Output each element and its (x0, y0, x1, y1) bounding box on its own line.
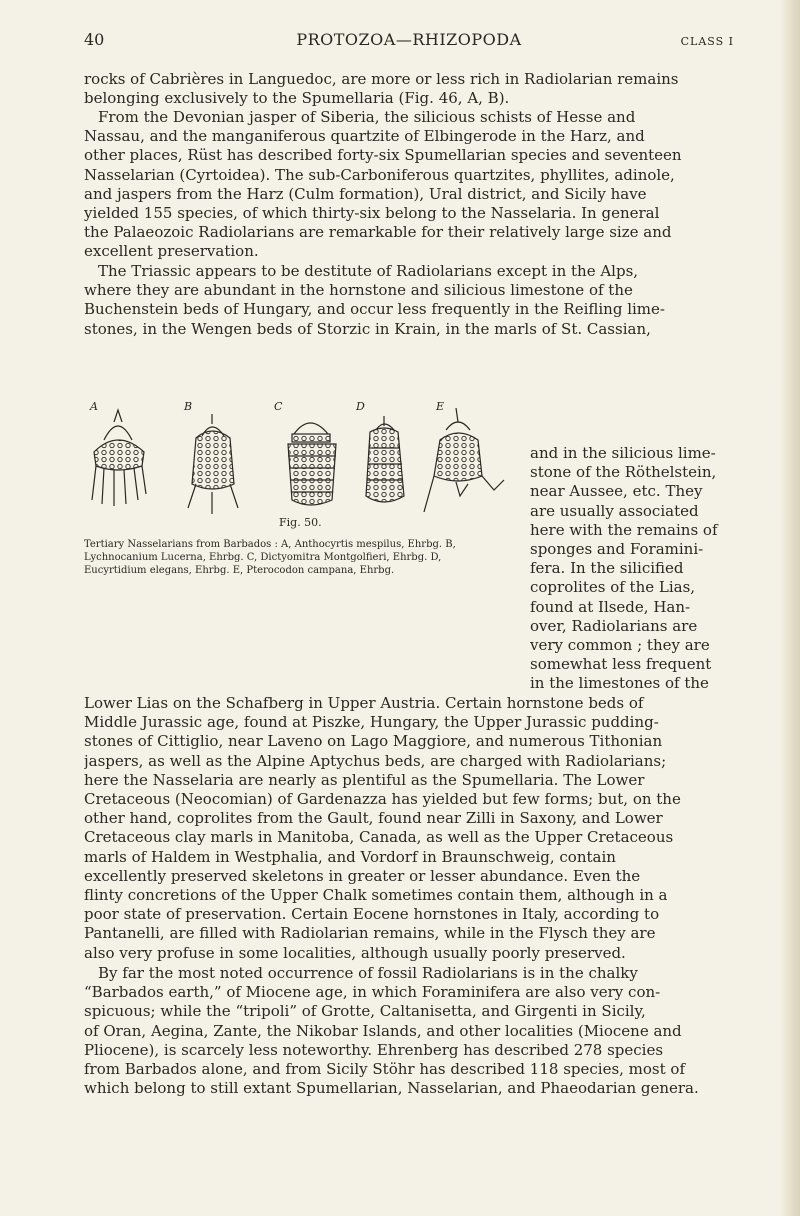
figure-label-a: A (90, 400, 98, 413)
radiolarian-illustrations (84, 400, 524, 520)
text-line: Middle Jurassic age, found at Piszke, Hungary, the Upper Jurassic pudding- (84, 713, 659, 732)
class-mark: CLASS I (680, 35, 734, 48)
paragraph-barbados (84, 964, 734, 1098)
text-line: Cretaceous (Neocomian) of Gardenazza has yielded but few forms; but, on the (84, 790, 681, 809)
page-header (84, 30, 734, 54)
text-line: excellent preservation. (84, 242, 259, 261)
caption-line: Lychnocanium Lucerna, Ehrbg. C, Dictyomitra Montgolfieri, Ehrbg. D, (84, 552, 442, 563)
text-line: spicuous; while the “tripoli” of Grotte, Caltanisetta, and Girgenti in Sicily, (84, 1002, 646, 1021)
specimen-b-lychnocanium (188, 414, 238, 514)
text-line: in the limestones of the (530, 674, 709, 693)
text-line: Nassau, and the manganiferous quartzite of Elbingerode in the Harz, and (84, 127, 645, 146)
figure-label-d: D (356, 400, 365, 413)
paragraph-cabrieres (84, 70, 734, 108)
text-line: jaspers, as well as the Alpine Aptychus beds, are charged with Radiolarians; (84, 751, 667, 770)
text-line: other hand, coprolites from the Gault, found near Zilli in Saxony, and Lower (84, 809, 663, 828)
text-line: from Barbados alone, and from Sicily Stöhr has described 118 species, most of (84, 1060, 686, 1079)
text-line: also very profuse in some localities, although usually poorly preserved. (84, 943, 626, 962)
text-line: stones, in the Wengen beds of Storzic in Krain, in the marls of St. Cassian, (84, 319, 651, 338)
figure-number: Fig. 50. (279, 516, 322, 529)
text-line: By far the most noted occurrence of fossil Radiolarians is in the chalky (98, 964, 638, 982)
figure-label-e: E (436, 400, 445, 413)
specimen-c-dictyomitra (288, 423, 336, 505)
figure-50 (84, 400, 524, 534)
text-line: fera. In the silicified (530, 559, 684, 578)
text-line: Nasselarian (Cyrtoidea). The sub-Carboniferous quartzites, phyllites, adinole, (84, 165, 675, 184)
text-line: which belong to still extant Spumellarian, Nasselarian, and Phaeodarian genera. (84, 1079, 699, 1098)
text-line: stone of the Röthelstein, (530, 463, 717, 482)
text-line: found at Ilsede, Han- (530, 597, 691, 616)
text-line: marls of Haldem in Westphalia, and Vordorf in Braunschweig, contain (84, 847, 616, 866)
text-line: here the Nasselaria are nearly as plentiful as the Spumellaria. The Lower (84, 770, 645, 789)
text-line: Pliocene), is scarcely less noteworthy. Ehrenberg has described 278 species (84, 1040, 664, 1059)
text-line: flinty concretions of the Upper Chalk sometimes contain them, although in a (84, 886, 668, 905)
text-line: Pantanelli, are filled with Radiolarian remains, while in the Flysch they are (84, 924, 656, 943)
text-line: sponges and Foramini- (530, 540, 704, 559)
text-line: poor state of preservation. Certain Eocene hornstones in Italy, according to (84, 905, 660, 924)
figure-label-b: B (184, 400, 193, 413)
text-line: The Triassic appears to be destitute of Radiolarians except in the Alps, (98, 262, 639, 280)
text-line: rocks of Cabrières in Languedoc, are more or less rich in Radiolarian remains (84, 70, 679, 88)
text-line: very common ; they are (530, 636, 710, 655)
caption-line: Eucyrtidium elegans, Ehrbg. E, Pterocodon campana, Ehrbg. (84, 565, 395, 576)
text-line: near Aussee, etc. They (530, 482, 703, 501)
text-line: Cretaceous clay marls in Manitoba, Canada, as well as the Upper Cretaceous (84, 828, 674, 847)
text-line: here with the remains of (530, 520, 718, 539)
paragraph-triassic (84, 262, 734, 339)
running-title: PROTOZOA—RHIZOPODA (296, 30, 522, 49)
caption-line: Tertiary Nasselarians from Barbados : A, Anthocyrtis mespilus, Ehrbg. B, (84, 539, 456, 550)
text-line: Lower Lias on the Schafberg in Upper Austria. Certain hornstone beds of (84, 694, 644, 712)
figure-label-c: C (274, 400, 283, 413)
page-number: 40 (84, 30, 105, 49)
text-line: of Oran, Aegina, Zante, the Nikobar Islands, and other localities (Miocene and (84, 1021, 682, 1040)
paragraph-jurassic-cretaceous (84, 694, 734, 963)
text-line: stones of Cittiglio, near Laveno on Lago Maggiore, and numerous Tithonian (84, 732, 663, 751)
figure-caption (84, 538, 524, 577)
specimen-d-eucyrtidium (366, 416, 404, 502)
text-line: Buchenstein beds of Hungary, and occur less frequently in the Reifling lime- (84, 300, 665, 319)
text-line: “Barbados earth,” of Miocene age, in which Foraminifera are also very con- (84, 983, 661, 1002)
text-line: the Palaeozoic Radiolarians are remarkable for their relatively large size and (84, 223, 672, 242)
text-line: where they are abundant in the hornstone and silicious limestone of the (84, 281, 633, 300)
paragraph-devonian (84, 108, 734, 262)
text-line: excellently preserved skeletons in greater or lesser abundance. Even the (84, 866, 641, 885)
page-edge-shadow (780, 0, 800, 1216)
text-line: and jaspers from the Harz (Culm formation), Ural district, and Sicily have (84, 184, 647, 203)
text-line: somewhat less frequent (530, 655, 712, 674)
text-line: coprolites of the Lias, (530, 578, 696, 597)
specimen-a-anthocyrtis (92, 410, 146, 506)
text-line: yielded 155 species, of which thirty-six belong to the Nasselaria. In general (84, 204, 660, 223)
text-line: are usually associated (530, 501, 699, 520)
specimen-e-pterocodon (424, 408, 504, 512)
text-line: and in the silicious lime- (530, 444, 716, 462)
text-line: other places, Rüst has described forty-six Spumellarian species and seventeen (84, 146, 682, 165)
side-column-text (530, 444, 734, 694)
text-line: From the Devonian jasper of Siberia, the silicious schists of Hesse and (98, 108, 636, 126)
text-line: belonging exclusively to the Spumellaria (Fig. 46, A, B). (84, 89, 510, 108)
text-line: over, Radiolarians are (530, 616, 698, 635)
